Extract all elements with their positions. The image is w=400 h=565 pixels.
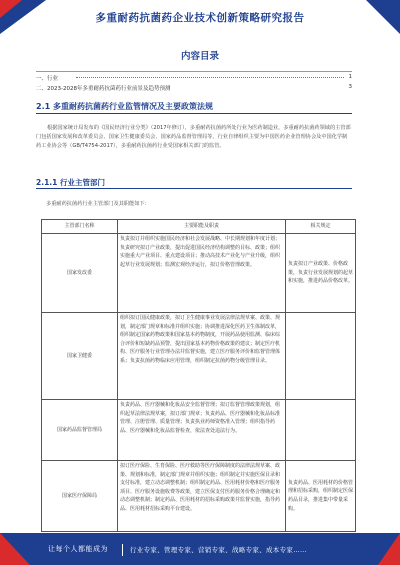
footer-banner (0, 533, 400, 565)
column-header: 相关规定 (286, 220, 356, 234)
department-name: 国家医疗保障局 (42, 461, 118, 532)
toc-top-rule (36, 71, 352, 72)
toc-entry[interactable] (36, 84, 352, 92)
column-header: 主要职能及职责 (118, 220, 286, 234)
department-name: 国家发改委 (42, 234, 118, 313)
department-rule (286, 313, 356, 400)
footer-roles: 行业专家、管理专家、营销专家、战略专家、成本专家…… (130, 546, 307, 554)
department-duty (118, 461, 286, 532)
footer-left-red-shape (0, 533, 30, 565)
rule-text: 负责拟订产业政策、价格政策，负责行业发展规划的起草和实施，推进药品价格改革。 (288, 261, 353, 285)
section-paragraph: 根据国家统计局发布的《国民经济行业分类》（2017年修订），多重耐药抗菌药所处行业为医药制造业，多重耐药抗菌药领域的主管部门包括国家发展和改革委员会、国家卫生健康委员会、国家药品监督管理局等，行业自律组织主要为中国医药企业管理协会及中国化学制药工业协会等（GB/T4754-2017），多重耐药抗菌药行业受国家相关部门的监管。 (36, 125, 351, 149)
subsection-rule (36, 188, 352, 189)
table-row (42, 400, 356, 461)
rule-text: 负责药品、医用耗材的价格管理和招标采购，组织制定医保药品目录，推进集中带量采购。 (288, 479, 353, 512)
table-caption: 多重耐药抗菌药行业主管部门及其职能如下： (46, 201, 150, 207)
section-rule (36, 113, 352, 114)
department-table (41, 219, 356, 532)
department-name: 国家药品监督管理局 (42, 400, 118, 461)
department-name: 国家卫健委 (42, 313, 118, 400)
toc-entry-label: 二、2023-2028年多重耐药抗菌药行业前景及趋势预测 (36, 86, 171, 92)
department-duty (118, 313, 286, 400)
table-row (42, 313, 356, 400)
footer-divider (122, 544, 123, 556)
column-header: 主管部门名称 (42, 220, 118, 234)
footer-slogan: 让每个人都能成为 (48, 545, 108, 553)
department-duty (118, 400, 286, 461)
report-title: 多重耐药抗菌药企业技术创新策略研究报告 (95, 12, 305, 24)
table-row (42, 234, 356, 313)
section-heading: 2.1 多重耐药抗菌药行业监管情况及主要政策法规 (36, 102, 213, 111)
table-row (42, 461, 356, 532)
department-rule (286, 400, 356, 461)
toc-entry-page: 1 (348, 74, 352, 80)
duty-text: 组织拟订国民健康政策，拟订卫生健康事业发展法律法规草案、政策、规划，制定部门规章和标准并组织实施；协调推进深化医药卫生体制改革，组织制定国家药物政策和国家基本药物制度，开展药品使用监测、临床综合评价和短缺药品预警，提出国家基本药物价格政策的建议；制定医疗机构、医疗服务行业管理办法并监督实施，建立医疗服务评价和监督管理体系；负责抗菌药物临床应用管理，组织制定抗菌药物分级管理目录。 (120, 315, 281, 364)
duty-text: 负责药品、医疗器械和化妆品安全监督管理；拟订监督管理政策规划，组织起草法律法规草案，拟订部门规章；负责药品、医疗器械和化妆品标准管理、注册管理、质量管理；负责执业药师资格准入管理；组织指导药品、医疗器械和化妆品监督检查，依法查处违法行为。 (120, 402, 281, 434)
footer-right-red-shape (378, 533, 400, 565)
department-duty (118, 234, 286, 313)
toc-entry-label: 一、行业 (36, 76, 59, 82)
duty-text: 负责拟订并组织实施国民经济和社会发展战略、中长期规划和年度计划；负责研究拟订产业政策，提出促进国民经济结构调整的目标、政策；组织实施重大产业项目、重点建设项目；推动高技术产业化与产业升级，组织起草行业发展规划；监测宏观经济运行，拟订价格管理政策。 (120, 236, 281, 268)
department-rule (286, 234, 356, 313)
duty-text: 拟订医疗保险、生育保险、医疗救助等医疗保障制度的法律法规草案、政策、规划和标准，制定部门规章并组织实施；组织制定并实施医保目录和支付标准，建立动态调整机制；组织制定药品、医用耗材价格和医疗服务项目、医疗服务设施收费等政策，建立医保支付医药服务价格合理确定和动态调整机制；制定药品、医用耗材的招标采购政策并监督实施，指导药品、医用耗材招标采购平台建设。 (120, 463, 281, 512)
department-rule (286, 461, 356, 532)
toc-entry[interactable] (36, 74, 352, 82)
toc-entry-page: 3 (348, 84, 352, 90)
toc-leader-dots (76, 77, 344, 78)
subsection-heading: 2.1.1 行业主管部门 (36, 178, 105, 187)
top-banner (0, 0, 400, 34)
toc-title: 内容目录 (180, 51, 219, 62)
table-header-row (42, 220, 356, 234)
